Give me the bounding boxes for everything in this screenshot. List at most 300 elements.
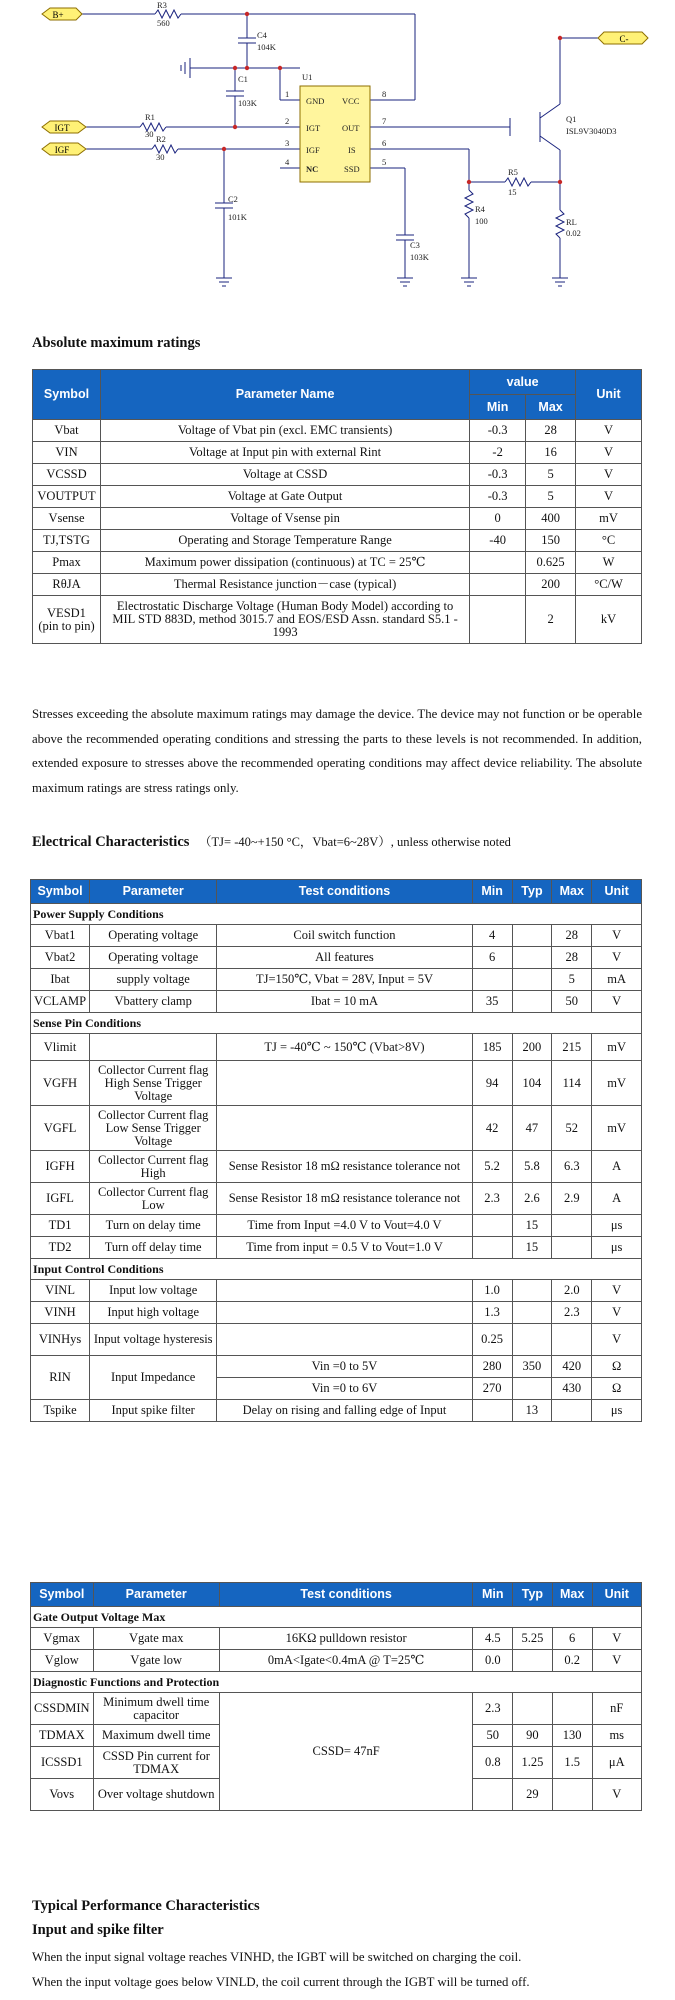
col-symbol: Symbol [33, 370, 101, 420]
cell-param: Turn off delay time [90, 1237, 217, 1259]
table-row [33, 508, 642, 530]
cell-param: Operating voltage [90, 925, 217, 947]
cell-unit: V [592, 925, 642, 947]
table-row [31, 1693, 642, 1725]
cell-test: Sense Resistor 18 mΩ resistance tolerance not [217, 1183, 472, 1215]
cell-min: 4.5 [473, 1628, 513, 1650]
section-row [31, 904, 642, 925]
ec-col-typ: Typ [512, 880, 552, 904]
section-row [31, 1607, 642, 1628]
cell-param: Input Impedance [90, 1356, 217, 1400]
svg-text:GND: GND [306, 96, 325, 106]
cell-min: 0.0 [473, 1650, 513, 1672]
cell-param: supply voltage [90, 969, 217, 991]
cell-param: Collector Current flag High Sense Trigger Voltage [90, 1061, 217, 1106]
cell-typ: 104 [512, 1061, 552, 1106]
cell-param: Turn on delay time [90, 1215, 217, 1237]
cell-test [217, 1106, 472, 1151]
ec2-col-test: Test conditions [219, 1583, 473, 1607]
table-row [31, 925, 642, 947]
table-row [31, 1650, 642, 1672]
cell-sym: VCSSD [33, 464, 101, 486]
cell-max: 0.625 [526, 552, 576, 574]
cell-max: 5 [552, 969, 592, 991]
svg-text:15: 15 [508, 187, 517, 197]
cell-test: Coil switch function [217, 925, 472, 947]
cell-min: 270 [472, 1378, 512, 1400]
col-value: value [470, 370, 576, 395]
cell-sym: Pmax [33, 552, 101, 574]
cell-max: 6 [552, 1628, 592, 1650]
svg-text:NC: NC [306, 164, 319, 174]
cell-unit: Ω [592, 1356, 642, 1378]
cell-max: 400 [526, 508, 576, 530]
cell-typ: 2.6 [512, 1183, 552, 1215]
cell-max: 2.3 [552, 1302, 592, 1324]
cell-typ: 1.25 [513, 1747, 553, 1779]
cell-typ: 29 [513, 1779, 553, 1811]
cell-param: Operating voltage [90, 947, 217, 969]
svg-text:5: 5 [382, 157, 387, 167]
cell-test: Sense Resistor 18 mΩ resistance tolerance not [217, 1151, 472, 1183]
cell-unit: W [576, 552, 642, 574]
svg-text:IGF: IGF [306, 145, 320, 155]
cell-test: 16KΩ pulldown resistor [219, 1628, 473, 1650]
cell-typ: 47 [512, 1106, 552, 1151]
cell-param: Maximum dwell time [93, 1725, 219, 1747]
cell-min: -2 [470, 442, 526, 464]
ec2-col-max: Max [552, 1583, 592, 1607]
cell-sym: Ibat [31, 969, 90, 991]
cell-max [552, 1779, 592, 1811]
cell-test: Vin =0 to 6V [217, 1378, 472, 1400]
table-row [31, 969, 642, 991]
cell-min: 0.25 [472, 1324, 512, 1356]
cell-max: 5 [526, 464, 576, 486]
cell-sym: TDMAX [31, 1725, 94, 1747]
circuit-schematic [0, 0, 675, 305]
svg-text:100: 100 [475, 216, 488, 226]
table-row [31, 1237, 642, 1259]
cell-min: 0 [470, 508, 526, 530]
svg-text:C3: C3 [410, 240, 420, 250]
cell-min: 0.8 [473, 1747, 513, 1779]
cell-min: 1.0 [472, 1280, 512, 1302]
svg-text:0.02: 0.02 [566, 228, 581, 238]
svg-text:C4: C4 [257, 30, 267, 40]
cell-sym: VOUTPUT [33, 486, 101, 508]
table-row [31, 1034, 642, 1061]
ec2-col-typ: Typ [513, 1583, 553, 1607]
svg-text:103K: 103K [410, 252, 429, 262]
svg-text:C2: C2 [228, 194, 238, 204]
cell-max: 130 [552, 1725, 592, 1747]
svg-text:U1: U1 [302, 72, 313, 82]
table-row [33, 442, 642, 464]
svg-text:OUT: OUT [342, 123, 360, 133]
svg-text:101K: 101K [228, 212, 247, 222]
cell-min [470, 596, 526, 644]
cell-max: 200 [526, 574, 576, 596]
table-row [31, 991, 642, 1013]
cell-unit: °C/W [576, 574, 642, 596]
cell-param: Maximum power dissipation (continuous) at TC = 25℃ [100, 552, 469, 574]
cell-param: Input voltage hysteresis [90, 1324, 217, 1356]
cell-min: 5.2 [472, 1151, 512, 1183]
cell-typ: 15 [512, 1237, 552, 1259]
cell-test: Time from input = 0.5 V to Vout=1.0 V [217, 1237, 472, 1259]
table-row [33, 596, 642, 644]
cell-param: Over voltage shutdown [93, 1779, 219, 1811]
cell-sym: CSSDMIN [31, 1693, 94, 1725]
cell-typ [512, 969, 552, 991]
cell-test: All features [217, 947, 472, 969]
cell-typ [512, 925, 552, 947]
cell-max: 50 [552, 991, 592, 1013]
amr-note: Stresses exceeding the absolute maximum ratings may damage the device. The device may not function or be operable above the recommended operating conditions and stressing the parts to these levels is not recommended. In addition, extended exposure to stresses above the recommended operating conditions may affect device reliability. The absolute maximum ratings are stress ratings only. [32, 707, 642, 795]
cell-max: 16 [526, 442, 576, 464]
tpc-heading: Typical Performance Characteristics [32, 1898, 260, 1914]
cell-test: 0mA<Igate<0.4mA @ T=25℃ [219, 1650, 473, 1672]
cell-unit: μA [592, 1747, 642, 1779]
cell-min [470, 552, 526, 574]
cell-max [552, 1237, 592, 1259]
cell-max: 52 [552, 1106, 592, 1151]
cell-typ [512, 991, 552, 1013]
svg-text:1: 1 [285, 89, 290, 99]
col-min: Min [470, 395, 526, 420]
section-row [31, 1259, 642, 1280]
cell-min: -0.3 [470, 486, 526, 508]
cell-typ [513, 1650, 553, 1672]
cell-max: 150 [526, 530, 576, 552]
cell-typ [512, 1302, 552, 1324]
cell-unit: μs [592, 1215, 642, 1237]
cell-max [552, 1215, 592, 1237]
cell-max [552, 1400, 592, 1422]
amr-table [32, 369, 642, 644]
table-row [31, 1215, 642, 1237]
cell-sym: Vbat1 [31, 925, 90, 947]
table-row [31, 1151, 642, 1183]
col-param: Parameter Name [100, 370, 469, 420]
cell-unit: V [576, 486, 642, 508]
cell-unit: V [576, 420, 642, 442]
svg-text:4: 4 [285, 157, 290, 167]
cell-min: 42 [472, 1106, 512, 1151]
cell-max: 0.2 [552, 1650, 592, 1672]
svg-text:8: 8 [382, 89, 387, 99]
svg-text:Q1: Q1 [566, 114, 577, 124]
cell-min: 185 [472, 1034, 512, 1061]
cell-sym: VINHys [31, 1324, 90, 1356]
tpc-subheading: Input and spike filter [32, 1922, 164, 1938]
ec-col-param: Parameter [90, 880, 217, 904]
net-label-bplus [42, 8, 82, 20]
cell-param: Collector Current flag Low Sense Trigger Voltage [90, 1106, 217, 1151]
table-row [31, 1061, 642, 1106]
cell-sym: Vglow [31, 1650, 94, 1672]
net-label-igf [42, 143, 86, 155]
cell-param: Voltage at CSSD [100, 464, 469, 486]
cell-unit: Ω [592, 1378, 642, 1400]
cell-max: 28 [552, 925, 592, 947]
cell-param: Thermal Resistance junction－case (typical) [100, 574, 469, 596]
section-sense-pin: Sense Pin Conditions [31, 1013, 642, 1034]
cell-min: 50 [473, 1725, 513, 1747]
cell-unit: mV [592, 1034, 642, 1061]
cell-sym: TD2 [31, 1237, 90, 1259]
cell-param: Minimum dwell time capacitor [93, 1693, 219, 1725]
cell-min: 2.3 [473, 1693, 513, 1725]
cell-sym: Vbat [33, 420, 101, 442]
section-power-supply: Power Supply Conditions [31, 904, 642, 925]
cell-typ [512, 947, 552, 969]
cell-min: 1.3 [472, 1302, 512, 1324]
table-row [33, 486, 642, 508]
cell-sym: VIN [33, 442, 101, 464]
cell-typ [513, 1693, 553, 1725]
svg-text:IGF: IGF [54, 145, 70, 155]
cell-param: Vbattery clamp [90, 991, 217, 1013]
cell-param: Voltage of Vbat pin (excl. EMC transients) [100, 420, 469, 442]
cell-param: CSSD Pin current for TDMAX [93, 1747, 219, 1779]
cell-test: TJ=150℃, Vbat = 28V, Input = 5V [217, 969, 472, 991]
cell-sym: RIN [31, 1356, 90, 1400]
cell-max: 28 [552, 947, 592, 969]
cell-test: Vin =0 to 5V [217, 1356, 472, 1378]
cell-unit: V [592, 991, 642, 1013]
cell-typ: 90 [513, 1725, 553, 1747]
cell-max: 215 [552, 1034, 592, 1061]
cell-unit: V [592, 1779, 642, 1811]
cell-min: 2.3 [472, 1183, 512, 1215]
col-max: Max [526, 395, 576, 420]
cell-min: -0.3 [470, 420, 526, 442]
cell-unit: V [576, 464, 642, 486]
svg-text:SSD: SSD [344, 164, 360, 174]
cell-unit: mV [592, 1061, 642, 1106]
cell-max: 5 [526, 486, 576, 508]
cell-max: 430 [552, 1378, 592, 1400]
table-row [31, 1400, 642, 1422]
cell-typ [512, 1280, 552, 1302]
section-row [31, 1013, 642, 1034]
cell-sym: ICSSD1 [31, 1747, 94, 1779]
ec-col-test: Test conditions [217, 880, 472, 904]
cell-test [217, 1280, 472, 1302]
svg-text:B+: B+ [52, 10, 64, 20]
cell-typ: 350 [512, 1356, 552, 1378]
cell-sym: VGFH [31, 1061, 90, 1106]
svg-text:R3: R3 [157, 0, 167, 10]
cell-min: -0.3 [470, 464, 526, 486]
cell-test [217, 1061, 472, 1106]
table-row [31, 1280, 642, 1302]
cell-min [472, 1215, 512, 1237]
cell-param: Collector Current flag Low [90, 1183, 217, 1215]
ec-heading [32, 832, 511, 851]
cell-min [473, 1779, 513, 1811]
svg-text:103K: 103K [238, 98, 257, 108]
svg-text:7: 7 [382, 116, 387, 126]
ec2-col-min: Min [473, 1583, 513, 1607]
cell-test: Time from Input =4.0 V to Vout=4.0 V [217, 1215, 472, 1237]
cell-unit: °C [576, 530, 642, 552]
cell-min: 6 [472, 947, 512, 969]
cell-typ [512, 1324, 552, 1356]
ec-col-symbol: Symbol [31, 880, 90, 904]
net-label-igt [42, 121, 86, 133]
section-gate-output: Gate Output Voltage Max [31, 1607, 642, 1628]
ec-subtitle: （TJ= -40~+150 °C，Vbat=6~28V）, unless otherwise noted [199, 835, 511, 849]
cell-min [470, 574, 526, 596]
cell-sym: VINL [31, 1280, 90, 1302]
cell-test: Ibat = 10 mA [217, 991, 472, 1013]
section-row [31, 1672, 642, 1693]
cell-param: Voltage of Vsense pin [100, 508, 469, 530]
cell-sym: Vbat2 [31, 947, 90, 969]
svg-text:ISL9V3040D3: ISL9V3040D3 [566, 126, 617, 136]
svg-text:C1: C1 [238, 74, 248, 84]
svg-text:2: 2 [285, 116, 290, 126]
cell-min [472, 969, 512, 991]
cell-sym: TD1 [31, 1215, 90, 1237]
cell-min: 35 [472, 991, 512, 1013]
cell-param: Electrostatic Discharge Voltage (Human Body Model) according to MIL STD 883D, method 3015.7 and EOS/ESD Assn. standard S5.1 - 1993 [100, 596, 469, 644]
cell-sym: RθJA [33, 574, 101, 596]
cell-param: Voltage at Input pin with external Rint [100, 442, 469, 464]
table-row [31, 1106, 642, 1151]
cell-unit: mA [592, 969, 642, 991]
cell-min: 280 [472, 1356, 512, 1378]
cell-sym: TJ,TSTG [33, 530, 101, 552]
cell-max: 2.9 [552, 1183, 592, 1215]
cell-unit: kV [576, 596, 642, 644]
svg-text:C-: C- [619, 34, 629, 44]
cell-unit: V [592, 1650, 642, 1672]
cell-sym: VGFL [31, 1106, 90, 1151]
cell-sym: VCLAMP [31, 991, 90, 1013]
cell-unit: mV [592, 1106, 642, 1151]
cell-unit: A [592, 1183, 642, 1215]
cell-sym: VINH [31, 1302, 90, 1324]
cell-unit: μs [592, 1237, 642, 1259]
table-row [33, 552, 642, 574]
cell-sym: Vgmax [31, 1628, 94, 1650]
table-row [33, 420, 642, 442]
svg-text:IGT: IGT [306, 123, 321, 133]
cell-test [217, 1324, 472, 1356]
cell-param: Input high voltage [90, 1302, 217, 1324]
cell-max [552, 1324, 592, 1356]
ec-col-max: Max [552, 880, 592, 904]
cell-min: 4 [472, 925, 512, 947]
ec-col-min: Min [472, 880, 512, 904]
cell-unit: V [592, 947, 642, 969]
cell-sym: IGFL [31, 1183, 90, 1215]
cell-unit: V [592, 1324, 642, 1356]
svg-text:VCC: VCC [342, 96, 360, 106]
cell-test: TJ = -40℃ ~ 150℃ (Vbat>8V) [217, 1034, 472, 1061]
cell-param: Voltage at Gate Output [100, 486, 469, 508]
svg-text:104K: 104K [257, 42, 276, 52]
cell-unit: V [592, 1628, 642, 1650]
cell-sym: Vsense [33, 508, 101, 530]
net-label-cminus [598, 32, 648, 44]
cell-param: Collector Current flag High [90, 1151, 217, 1183]
svg-text:560: 560 [157, 18, 170, 28]
cell-typ: 13 [512, 1400, 552, 1422]
cell-unit: V [576, 442, 642, 464]
svg-text:30: 30 [145, 129, 154, 139]
cell-max: 420 [552, 1356, 592, 1378]
amr-heading: Absolute maximum ratings [32, 335, 201, 351]
table-row [31, 947, 642, 969]
cell-unit: nF [592, 1693, 642, 1725]
tpc-line-2: When the input voltage goes below VINLD, the coil current through the IGBT will be turned off. [32, 1975, 530, 1989]
cell-unit: ms [592, 1725, 642, 1747]
cell-sym: Tspike [31, 1400, 90, 1422]
cell-param [90, 1034, 217, 1061]
svg-text:R2: R2 [156, 134, 166, 144]
svg-text:R5: R5 [508, 167, 518, 177]
cell-typ: 15 [512, 1215, 552, 1237]
section-input-control: Input Control Conditions [31, 1259, 642, 1280]
cell-sym: Vlimit [31, 1034, 90, 1061]
ec-table [30, 879, 642, 1422]
cell-unit: V [592, 1280, 642, 1302]
table-row [31, 1356, 642, 1378]
cell-sym: VESD1 (pin to pin) [33, 596, 101, 644]
svg-text:30: 30 [156, 152, 165, 162]
table-row [31, 1628, 642, 1650]
cell-sym: IGFH [31, 1151, 90, 1183]
ec2-table [30, 1582, 642, 1811]
table-row [33, 530, 642, 552]
ec2-col-symbol: Symbol [31, 1583, 94, 1607]
svg-text:R1: R1 [145, 112, 155, 122]
col-unit: Unit [576, 370, 642, 420]
cell-max: 114 [552, 1061, 592, 1106]
tpc-line-1: When the input signal voltage reaches VINHD, the IGBT will be switched on charging the coil. [32, 1950, 522, 1964]
cell-test: CSSD= 47nF [219, 1693, 473, 1811]
ec-col-unit: Unit [592, 880, 642, 904]
ec-title: Electrical Characteristics [32, 834, 190, 850]
table-row [33, 464, 642, 486]
cell-param: Input low voltage [90, 1280, 217, 1302]
cell-max: 6.3 [552, 1151, 592, 1183]
cell-test [217, 1302, 472, 1324]
svg-text:3: 3 [285, 138, 290, 148]
svg-text:RL: RL [566, 217, 577, 227]
cell-max: 2 [526, 596, 576, 644]
cell-test: Delay on rising and falling edge of Input [217, 1400, 472, 1422]
cell-param: Vgate low [93, 1650, 219, 1672]
svg-text:R4: R4 [475, 204, 485, 214]
cell-unit: mV [576, 508, 642, 530]
ec2-col-unit: Unit [592, 1583, 642, 1607]
cell-unit: A [592, 1151, 642, 1183]
table-row [33, 574, 642, 596]
cell-max: 1.5 [552, 1747, 592, 1779]
cell-min [472, 1400, 512, 1422]
section-diagnostic: Diagnostic Functions and Protection [31, 1672, 642, 1693]
table-row [31, 1324, 642, 1356]
ec2-col-param: Parameter [93, 1583, 219, 1607]
cell-unit: μs [592, 1400, 642, 1422]
table-row [31, 1302, 642, 1324]
